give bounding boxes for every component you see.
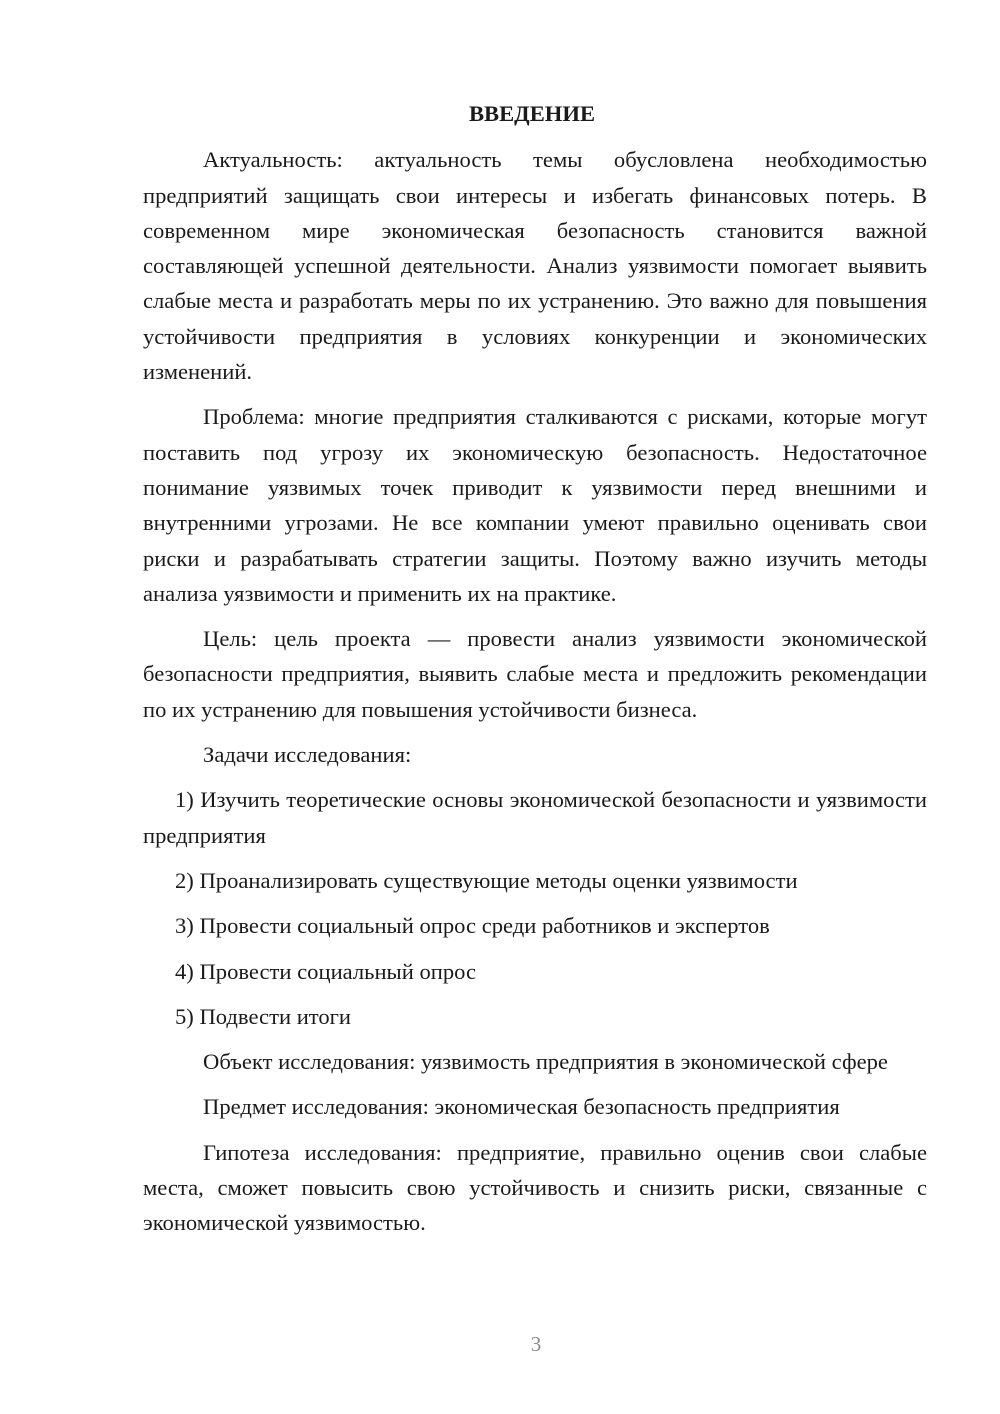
list-item-task-5: 5) Подвести итоги [175,1003,352,1029]
page-title-text: ВВЕДЕНИЕ [468,101,596,126]
paragraph-tasks-heading: Задачи исследования: [203,742,412,768]
paragraph-relevance: Актуальность: актуальность темы обусловлена необходимостью предприятий защищать свои интересы и избегать финансовых потерь. В современном мире экономическая безопасность становится важной составляющей успешной деятельности. Анализ уязвимости помогает выявить слабые места и разработать меры по их устранению. Это важно для повышения устойчивости предприятия в условиях конкуренции и экономических изменений. [143,147,927,385]
paragraph-goal: Цель: цель проекта — провести анализ уязвимости экономической безопасности предприятия, выявить слабые места и предложить рекомендации по их устранению для повышения устойчивости бизнеса. [143,626,927,722]
page-content [143,96,927,1251]
paragraph-object: Объект исследования: уязвимость предприятия в экономической сфере [203,1049,888,1075]
page-title [143,96,927,131]
list-item-task-1: 1) Изучить теоретические основы экономической безопасности и уязвимости предприятия [143,787,927,848]
list-item-task-3: 3) Провести социальный опрос среди работников и экспертов [175,913,770,939]
list-item-task-4: 4) Провести социальный опрос [175,958,477,984]
page-number: 3 [530,1332,542,1356]
paragraph-problem: Проблема: многие предприятия сталкиваются с рисками, которые могут поставить под угрозу их экономическую безопасность. Недостаточное понимание уязвимых точек приводит к уязвимости перед внешними и внутренними угрозами. Не все компании умеют правильно оценивать свои риски и разрабатывать стратегии защиты. Поэтому важно изучить методы анализа уязвимости и применить их на практике. [143,404,927,606]
list-item-task-2: 2) Проанализировать существующие методы оценки уязвимости [175,867,798,893]
paragraph-subject: Предмет исследования: экономическая безопасность предприятия [203,1094,840,1120]
paragraph-hypothesis: Гипотеза исследования: предприятие, правильно оценив свои слабые места, сможет повысить свою устойчивость и снизить риски, связанные с экономической уязвимостью. [143,1139,927,1236]
